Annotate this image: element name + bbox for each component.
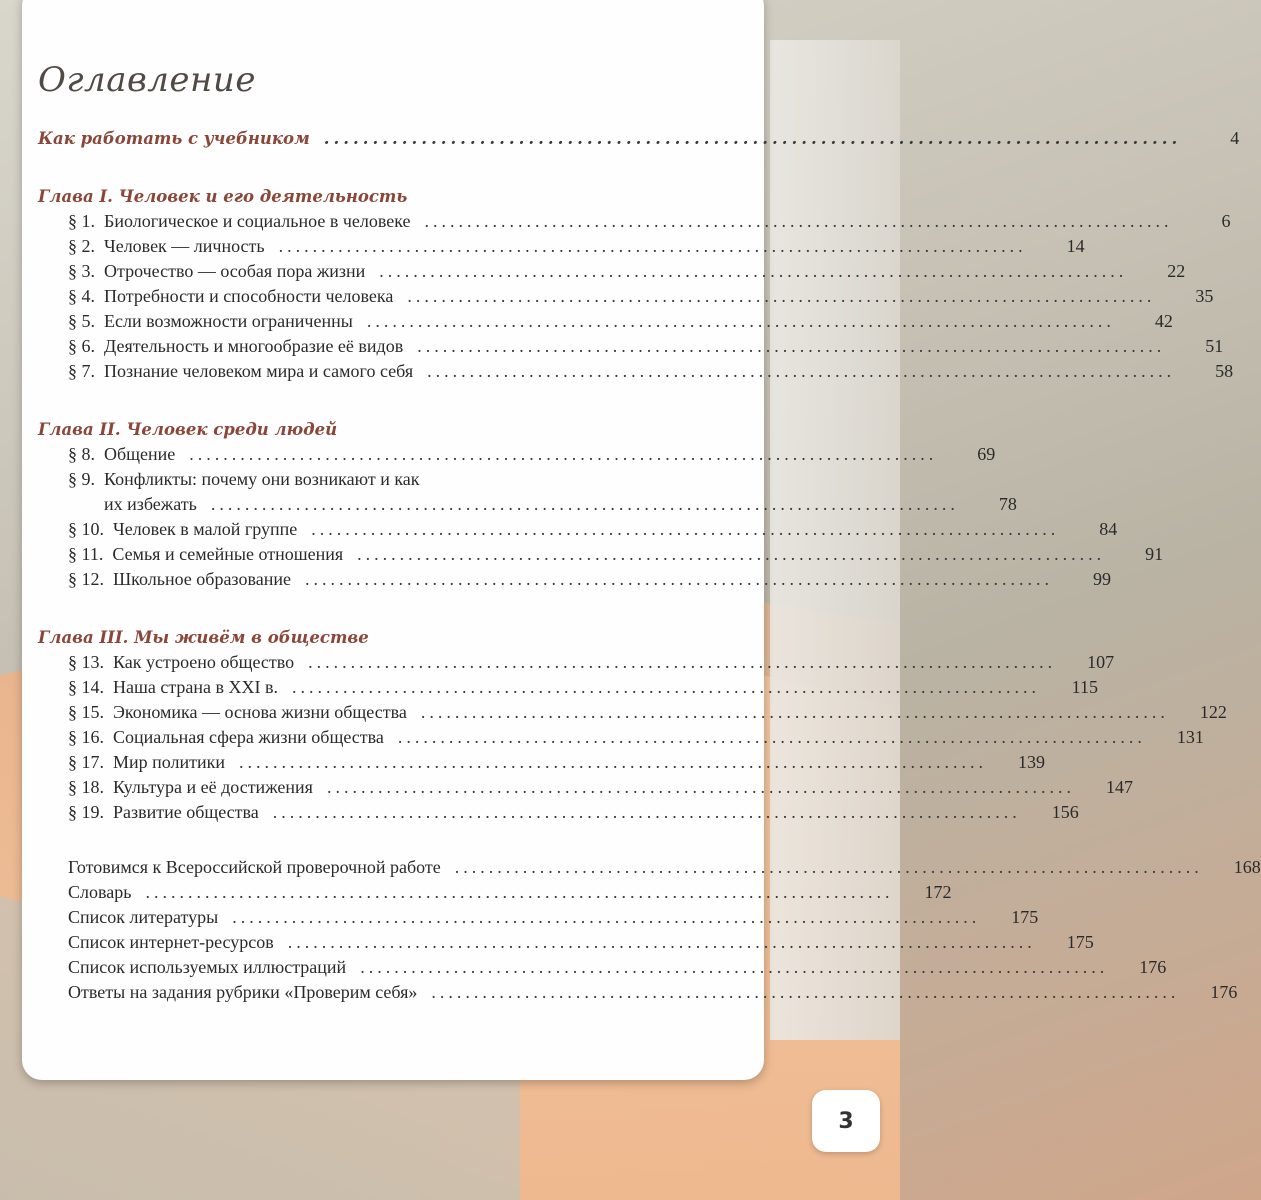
- toc-entry-label: Школьное образование: [113, 569, 291, 589]
- toc-entry-label: Конфликты: почему они возникают и как: [104, 469, 420, 489]
- toc-entry-label: Общение: [104, 444, 176, 464]
- toc-entry-page: 6: [1221, 211, 1231, 231]
- toc-entry[interactable]: [38, 752, 1046, 777]
- leader-dots: ........................................................................................: [454, 857, 1203, 877]
- section-number: § 18.: [68, 777, 104, 797]
- chapter-title[interactable]: Глава I. Человек и его деятельность: [38, 187, 408, 206]
- toc-entry-appendix[interactable]: [38, 857, 1261, 882]
- toc-entry-page: 107: [1087, 652, 1115, 672]
- toc-entry-label: Готовимся к Всероссийской проверочной работе: [68, 857, 441, 877]
- section-number: § 1.: [68, 211, 95, 231]
- section-number: § 16.: [68, 727, 104, 747]
- toc-entry-page: 122: [1199, 702, 1227, 722]
- toc-entry-page: 115: [1071, 677, 1099, 697]
- leader-dots: ........................................................................................: [326, 777, 1075, 797]
- toc-entry-page: 176: [1210, 982, 1238, 1002]
- toc-entry-label: Потребности и способности человека: [104, 286, 394, 306]
- toc-entry[interactable]: [38, 544, 1164, 569]
- toc-entry-page: 22: [1167, 261, 1186, 281]
- toc-entry-label: Список используемых иллюстраций: [68, 957, 347, 977]
- toc-entry[interactable]: [38, 802, 1079, 827]
- toc-entry[interactable]: [38, 569, 1111, 594]
- section-number: § 9.: [68, 469, 95, 489]
- toc-entry[interactable]: [38, 727, 1204, 752]
- toc-entry-label: Познание человеком мира и самого себя: [104, 361, 414, 381]
- toc-entry-page: 91: [1145, 544, 1164, 564]
- table-of-contents: [38, 128, 1261, 1007]
- toc-entry-intro[interactable]: [38, 128, 1240, 153]
- toc-entry-page: 4: [1230, 128, 1240, 148]
- toc-entry-label: Отрочество — особая пора жизни: [104, 261, 366, 281]
- leader-dots: ........................................................................................: [304, 569, 1053, 589]
- toc-entry-label: Культура и её достижения: [113, 777, 313, 797]
- toc-entry-label: Как работать с учебником: [38, 129, 310, 148]
- page-number-badge: 3: [812, 1090, 880, 1152]
- toc-entry-page: 175: [1011, 907, 1039, 927]
- toc-entry[interactable]: [38, 211, 1231, 236]
- section-number: § 12.: [68, 569, 104, 589]
- leader-dots: ........................................................................................: [311, 519, 1060, 539]
- toc-entry-label: Человек — личность: [104, 236, 265, 256]
- section-number: § 8.: [68, 444, 95, 464]
- section-number: § 2.: [68, 236, 95, 256]
- toc-entry-page: 168: [1233, 857, 1261, 877]
- leader-dots: ........................................................................................: [239, 752, 988, 772]
- toc-entry[interactable]: [38, 361, 1234, 386]
- leader-dots: ........................................................................................: [287, 932, 1036, 952]
- section-number: § 15.: [68, 702, 104, 722]
- toc-entry-page: 131: [1176, 727, 1204, 747]
- leader-dots: ........................................................................................: [232, 907, 981, 927]
- toc-entry-page: 84: [1099, 519, 1118, 539]
- toc-entry-label: Семья и семейные отношения: [112, 544, 344, 564]
- toc-entry-label: Список литературы: [68, 907, 219, 927]
- toc-entry-page: 42: [1154, 311, 1173, 331]
- toc-entry-continuation[interactable]: [38, 494, 1017, 519]
- toc-entry-label: Список интернет-ресурсов: [68, 932, 274, 952]
- page-title: Оглавление: [38, 60, 256, 100]
- section-number: § 4.: [68, 286, 95, 306]
- toc-entry[interactable]: [38, 652, 1115, 677]
- toc-entry-internet[interactable]: [38, 932, 1094, 957]
- toc-entry-literature[interactable]: [38, 907, 1039, 932]
- section-number: § 17.: [68, 752, 104, 772]
- toc-entry-page: 176: [1139, 957, 1167, 977]
- toc-entry-label: их избежать: [104, 494, 197, 514]
- toc-entry-label: Ответы на задания рубрики «Проверим себя»: [68, 982, 418, 1002]
- toc-entry-label: Как устроено общество: [113, 652, 295, 672]
- toc-entry[interactable]: [38, 336, 1224, 361]
- toc-entry[interactable]: [38, 777, 1133, 802]
- toc-entry-page: 14: [1066, 236, 1085, 256]
- toc-entry[interactable]: [38, 519, 1118, 544]
- toc-entry-answers[interactable]: [38, 982, 1238, 1007]
- toc-entry[interactable]: [38, 677, 1099, 702]
- section-number: § 13.: [68, 652, 104, 672]
- toc-entry[interactable]: [38, 702, 1227, 727]
- toc-entry-label: Человек в малой группе: [113, 519, 298, 539]
- toc-entry-page: 156: [1051, 802, 1079, 822]
- toc-entry-page: 172: [924, 882, 952, 902]
- toc-entry-page: 51: [1205, 336, 1224, 356]
- section-number: § 5.: [68, 311, 95, 331]
- toc-entry-page: 35: [1195, 286, 1214, 306]
- toc-entry-page: 99: [1092, 569, 1111, 589]
- leader-dots: ........................................................................................: [145, 882, 894, 902]
- leader-dots: ........................................................................................: [431, 982, 1180, 1002]
- toc-entry[interactable]: [38, 444, 996, 469]
- toc-entry-page: 78: [998, 494, 1017, 514]
- toc-entry-glossary[interactable]: [38, 882, 952, 907]
- toc-entry[interactable]: [38, 311, 1173, 336]
- leader-dots: ........................................................................................: [407, 286, 1156, 306]
- toc-entry[interactable]: [38, 286, 1214, 311]
- leader-dots: ........................................................................................: [420, 702, 1169, 722]
- section-number: § 19.: [68, 802, 104, 822]
- leader-dots: ........................................................................................: [292, 677, 1041, 697]
- toc-entry[interactable]: [38, 261, 1186, 286]
- leader-dots: ........................................................................................: [397, 727, 1146, 747]
- toc-entry[interactable]: [38, 236, 1085, 261]
- leader-dots: ........................................................................................: [272, 802, 1021, 822]
- toc-entry-label: Экономика — основа жизни общества: [113, 702, 407, 722]
- section-number: § 6.: [68, 336, 95, 356]
- chapter-title[interactable]: Глава III. Мы живём в обществе: [38, 628, 369, 647]
- leader-dots: ........................................................................................: [210, 494, 959, 514]
- leader-dots: ........................................................................................: [379, 261, 1128, 281]
- section-number: § 14.: [68, 677, 104, 697]
- toc-entry-page: 58: [1215, 361, 1234, 381]
- leader-dots: ........................................................................................: [424, 211, 1173, 231]
- toc-entry-label: Если возможности ограниченны: [104, 311, 353, 331]
- leader-dots: ........................................................................................: [323, 129, 1182, 148]
- section-number: § 11.: [68, 544, 104, 564]
- toc-entry-label: Наша страна в XXI в.: [113, 677, 279, 697]
- toc-entry-label: Социальная сфера жизни общества: [113, 727, 384, 747]
- section-number: § 10.: [68, 519, 104, 539]
- leader-dots: ........................................................................................: [189, 444, 938, 464]
- toc-entry-page: 147: [1105, 777, 1133, 797]
- leader-dots: ........................................................................................: [417, 336, 1166, 356]
- toc-entry-label: Биологическое и социальное в человеке: [104, 211, 411, 231]
- leader-dots: ........................................................................................: [366, 311, 1115, 331]
- toc-entry-page: 175: [1066, 932, 1094, 952]
- leader-dots: ........................................................................................: [278, 236, 1027, 256]
- section-number: § 3.: [68, 261, 95, 281]
- leader-dots: ........................................................................................: [360, 957, 1109, 977]
- toc-entry-illustrations[interactable]: [38, 957, 1167, 982]
- toc-entry-label: Развитие общества: [113, 802, 259, 822]
- toc-entry-label: Словарь: [68, 882, 132, 902]
- chapter-title[interactable]: Глава II. Человек среди людей: [38, 420, 338, 439]
- toc-entry[interactable]: [38, 469, 746, 494]
- toc-entry-label: Мир политики: [113, 752, 226, 772]
- toc-entry-page: 69: [977, 444, 996, 464]
- section-number: § 7.: [68, 361, 95, 381]
- leader-dots: ........................................................................................: [308, 652, 1057, 672]
- leader-dots: ........................................................................................: [427, 361, 1176, 381]
- toc-entry-label: Деятельность и многообразие её видов: [104, 336, 404, 356]
- toc-entry-page: 139: [1018, 752, 1046, 772]
- leader-dots: ........................................................................................: [357, 544, 1106, 564]
